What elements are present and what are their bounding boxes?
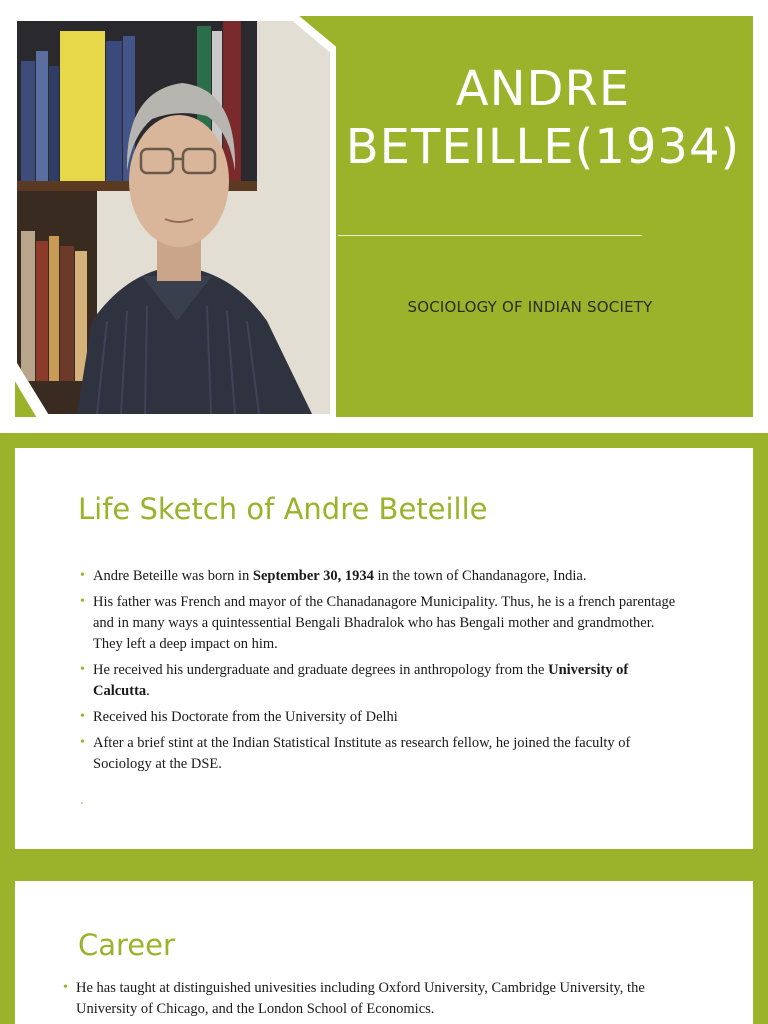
portrait-illustration	[17, 21, 330, 414]
bullet-dot-icon: •	[80, 568, 85, 583]
life-sketch-card	[15, 448, 753, 849]
title-line-2: BETEILLE(1934)	[345, 119, 741, 175]
bullet-text: His father was French and mayor of the Chanadanagore Municipality. Thus, he is a french parentage and in many ways a quintessential Bengali Bhadralok who has Bengali mother and grandmother. They left a deep impact on him.	[93, 594, 676, 652]
bullet-text: He received his undergraduate and graduate degrees in anthropology from the	[93, 662, 549, 678]
career-heading: Career	[78, 928, 175, 962]
bullet-item	[80, 660, 680, 702]
slide-subtitle: SOCIOLOGY OF INDIAN SOCIETY	[407, 298, 653, 316]
portrait-photo	[17, 21, 330, 414]
bullet-text: .	[146, 683, 150, 699]
title-line-1: ANDRE	[455, 61, 631, 117]
bullet-text: He has taught at distinguished univesities including Oxford University, Cambridge University, the University of Chicago, and the London School of Economics.	[76, 980, 645, 1017]
empty-bullet-mark	[81, 802, 83, 804]
bullet-text: Received his Doctorate from the University of Delhi	[93, 709, 398, 725]
bullet-dot-icon: •	[80, 662, 85, 677]
title-divider	[338, 235, 642, 236]
bullet-item	[80, 592, 680, 655]
career-slide	[0, 864, 768, 1024]
bullet-dot-icon: •	[80, 735, 85, 750]
life-sketch-slide	[0, 433, 768, 864]
bullet-bold-text: September 30, 1934	[252, 568, 374, 584]
bullet-item	[80, 566, 680, 587]
bullet-item	[63, 978, 663, 1020]
bullet-item	[80, 733, 680, 775]
life-sketch-bullets	[80, 566, 680, 780]
bullet-dot-icon: •	[80, 594, 85, 609]
career-bullets	[63, 978, 663, 1024]
bullet-dot-icon: •	[63, 980, 68, 995]
bullet-dot-icon: •	[80, 709, 85, 724]
bullet-item	[80, 707, 680, 728]
bullet-text: After a brief stint at the Indian Statistical Institute as research fellow, he joined the faculty of Sociology at the DSE.	[93, 735, 631, 772]
slide-title	[338, 60, 748, 176]
bullet-text: Andre Beteille was born in	[93, 568, 253, 584]
career-card	[15, 881, 753, 1024]
bullet-text: in the town of Chandanagore, India.	[373, 568, 587, 584]
bullet-bold-text: University of Calcutta	[93, 662, 629, 699]
life-sketch-heading: Life Sketch of Andre Beteille	[78, 492, 488, 526]
